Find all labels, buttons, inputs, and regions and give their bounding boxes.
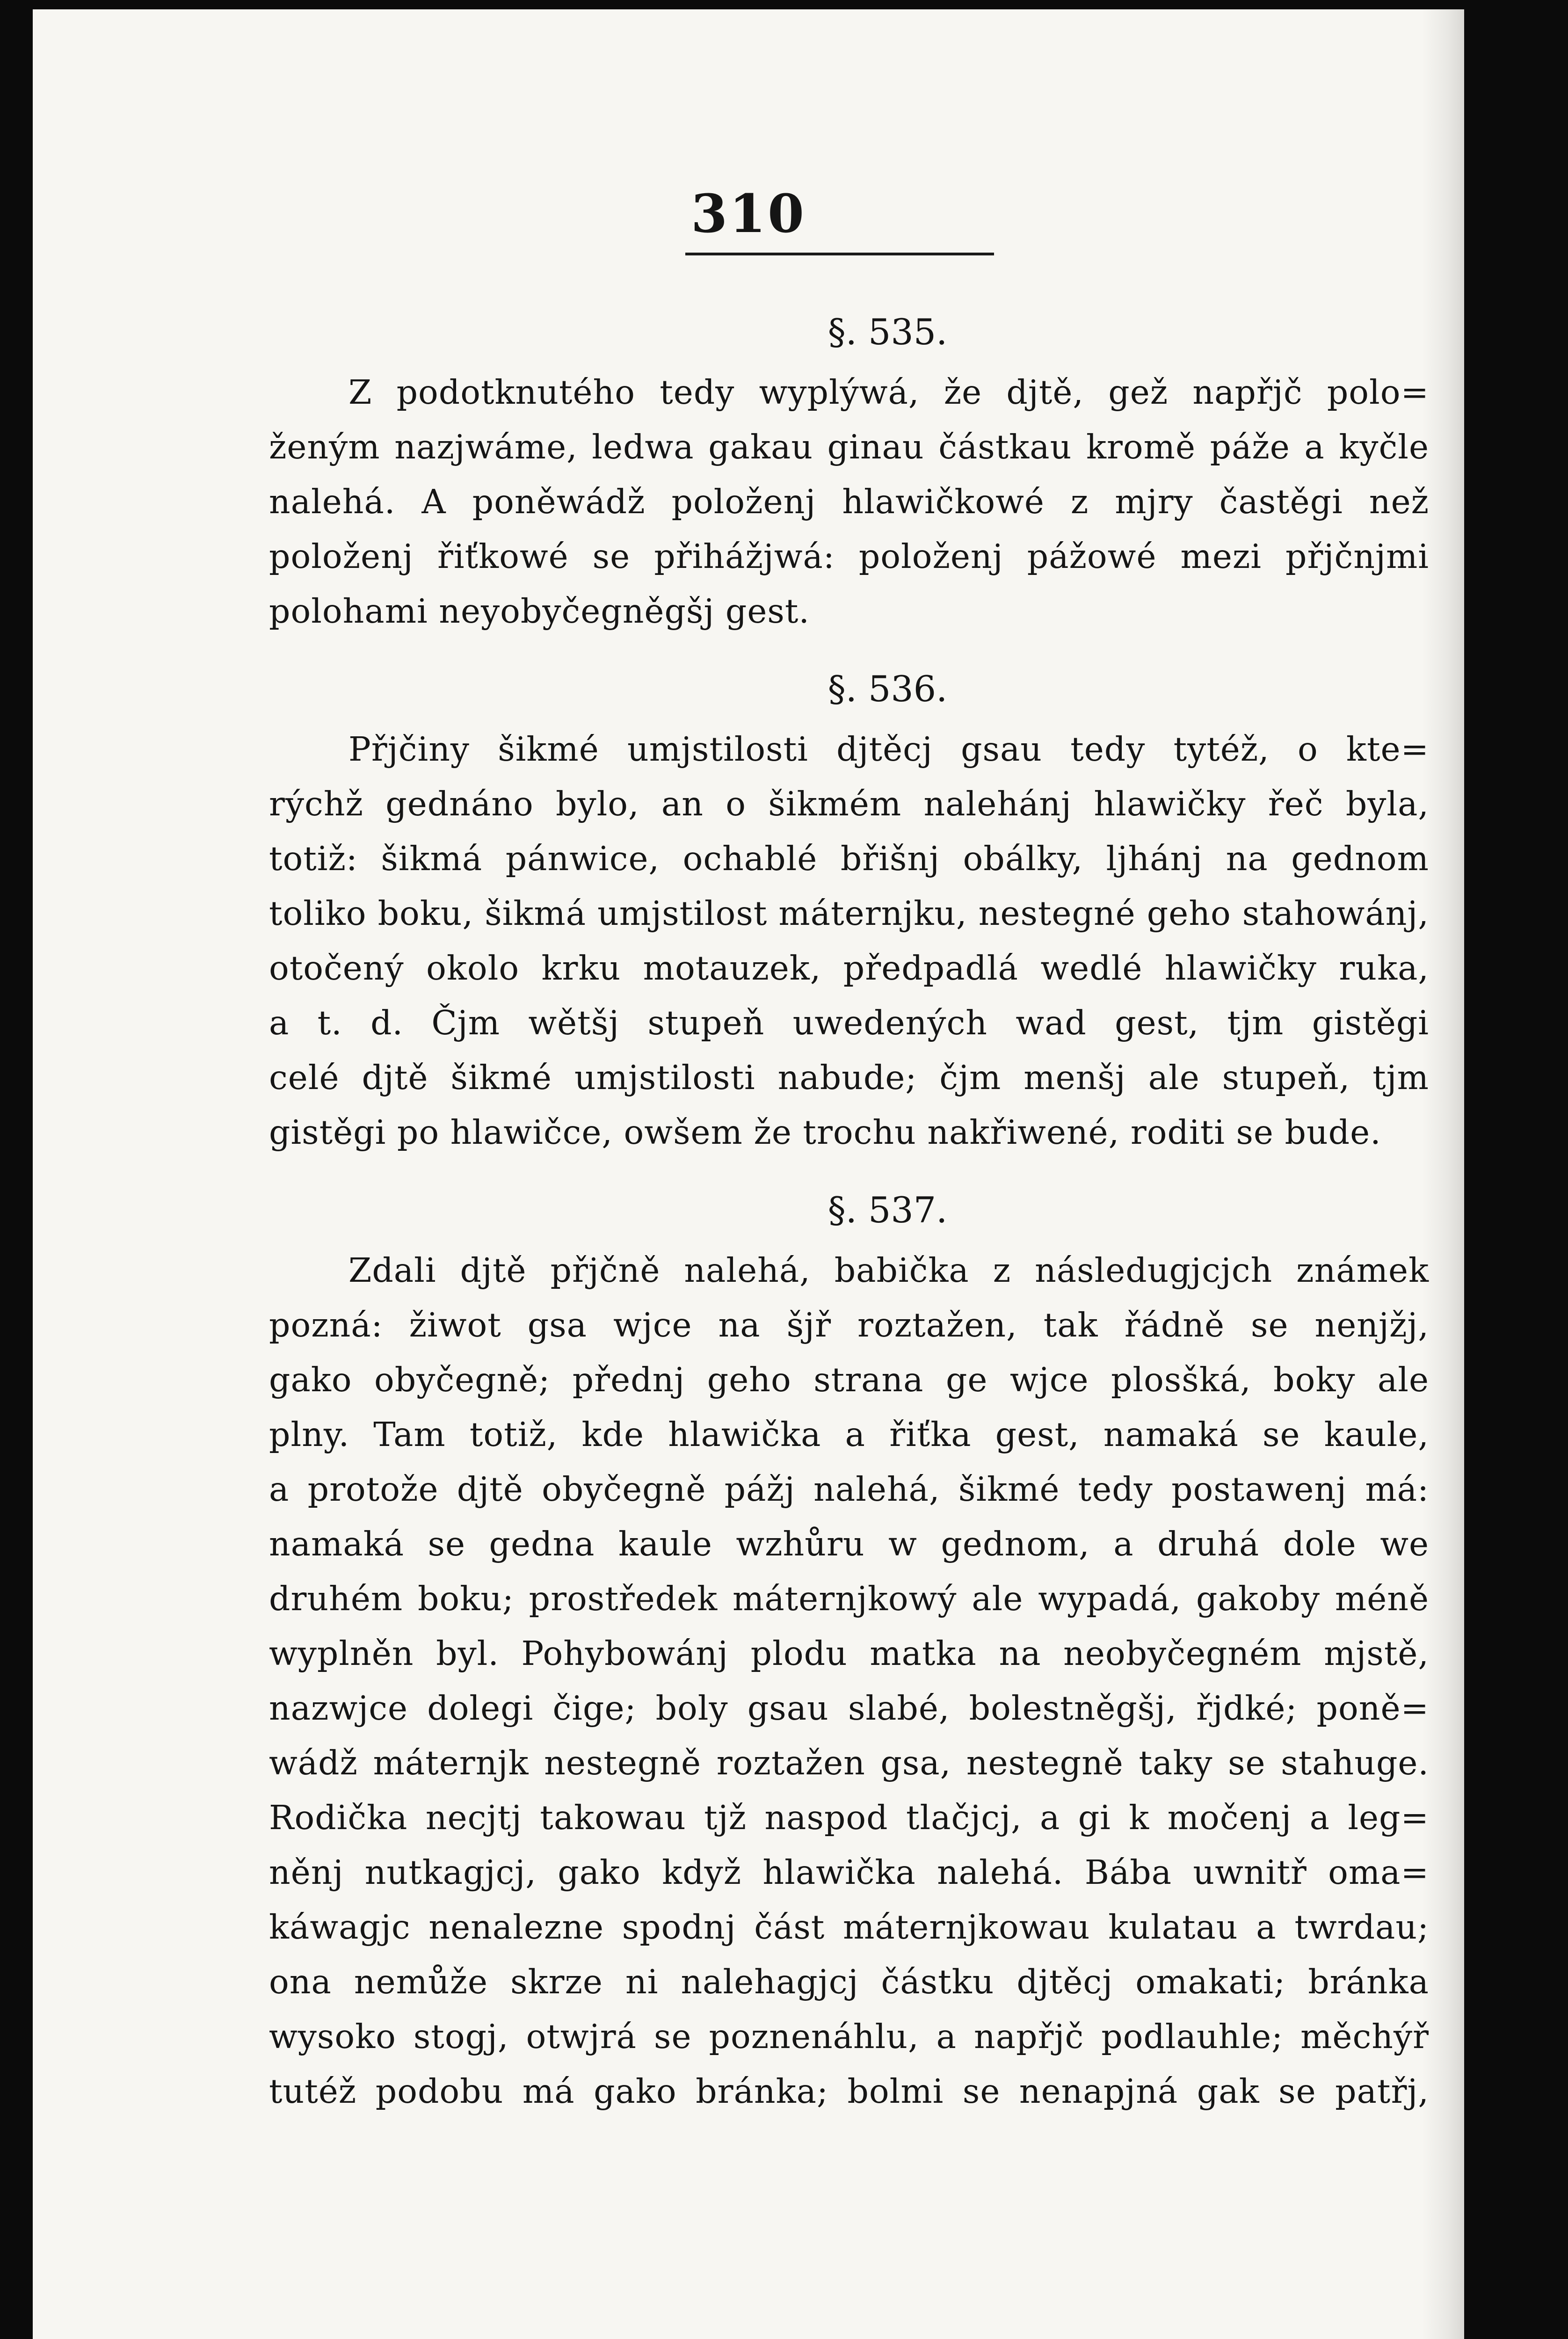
text-line: Z podotknutého tedy wyplýwá, že djtě, gež napřjč polo= xyxy=(348,373,1429,412)
text-line: ona nemůže skrze ni nalehagjcj částku djtěcj omakati; bránka xyxy=(269,1962,1429,2001)
text-line: něnj nutkagjcj, gako když hlawička nalehá. Bába uwnitř oma= xyxy=(269,1853,1429,1892)
text-line: wádž máternjk nestegně roztažen gsa, nestegně taky se stahuge. xyxy=(269,1743,1429,1782)
text-line: Rodička necjtj takowau tjž naspod tlačjcj, a gi k močenj a leg= xyxy=(269,1798,1429,1837)
book-page xyxy=(33,9,1464,2339)
text-line: a protože djtě obyčegně pážj nalehá, šikmé tedy postawenj má: xyxy=(269,1470,1429,1509)
text-line: Zdali djtě přjčně nalehá, babička z následugjcjch známek xyxy=(348,1251,1429,1290)
header-rule xyxy=(685,253,994,255)
text-line: namaká se gedna kaule wzhůru w gednom, a druhá dole we xyxy=(269,1525,1429,1563)
text-line: rýchž gednáno bylo, an o šikmém nalehánj hlawičky řeč byla, xyxy=(269,785,1429,823)
text-line: polohami neyobyčegněgšj gest. xyxy=(269,592,810,631)
text-line: gako obyčegně; přednj geho strana ge wjce plosšká, boky ale xyxy=(269,1360,1429,1399)
text-line: wysoko stogj, otwjrá se poznenáhlu, a napřjč podlauhle; měchýř xyxy=(269,2017,1429,2056)
text-line: gistěgi po hlawičce, owšem že trochu nakřiwené, roditi se bude. xyxy=(269,1113,1381,1152)
page-number: 310 xyxy=(691,183,806,245)
text-line: položenj řiťkowé se přihážjwá: položenj pážowé mezi přjčnjmi xyxy=(269,537,1429,576)
text-line: a t. d. Čjm wětšj stupeň uwedených wad gest, tjm gistěgi xyxy=(269,1003,1429,1042)
text-line: nalehá. A poněwádž položenj hlawičkowé z mjry častěgi než xyxy=(269,482,1429,521)
text-line: pozná: žiwot gsa wjce na šjř roztažen, tak řádně se nenjžj, xyxy=(269,1306,1429,1344)
section-heading-537: §. 537. xyxy=(828,1189,948,1231)
text-line: káwagjc nenalezne spodnj část máternjkowau kulatau a twrdau; xyxy=(269,1908,1429,1947)
section-heading-535: §. 535. xyxy=(828,311,948,353)
text-line: otočený okolo krku motauzek, předpadlá wedlé hlawičky ruka, xyxy=(269,949,1429,988)
text-line: ženým nazjwáme, ledwa gakau ginau částkau kromě páže a kyčle xyxy=(269,428,1429,466)
text-line: druhém boku; prostředek máternjkowý ale wypadá, gakoby méně xyxy=(269,1579,1429,1618)
text-line: nazwjce dolegi čige; boly gsau slabé, bolestněgšj, řjdké; poně= xyxy=(269,1689,1429,1728)
text-line: toliko boku, šikmá umjstilost máternjku, nestegné geho stahowánj, xyxy=(269,894,1429,933)
section-heading-536: §. 536. xyxy=(828,668,948,710)
text-line: plny. Tam totiž, kde hlawička a řiťka gest, namaká se kaule, xyxy=(269,1415,1429,1454)
body-text xyxy=(269,299,1429,2119)
text-line: totiž: šikmá pánwice, ochablé břišnj obálky, ljhánj na gednom xyxy=(269,839,1429,878)
text-line: Přjčiny šikmé umjstilosti djtěcj gsau tedy tytéž, o kte= xyxy=(348,730,1429,769)
text-line: tutéž podobu má gako bránka; bolmi se nenapjná gak se patřj, xyxy=(269,2072,1429,2111)
text-line: celé djtě šikmé umjstilosti nabude; čjm menšj ale stupeň, tjm xyxy=(269,1058,1429,1097)
text-line: wyplněn byl. Pohybowánj plodu matka na neobyčegném mjstě, xyxy=(269,1634,1429,1673)
